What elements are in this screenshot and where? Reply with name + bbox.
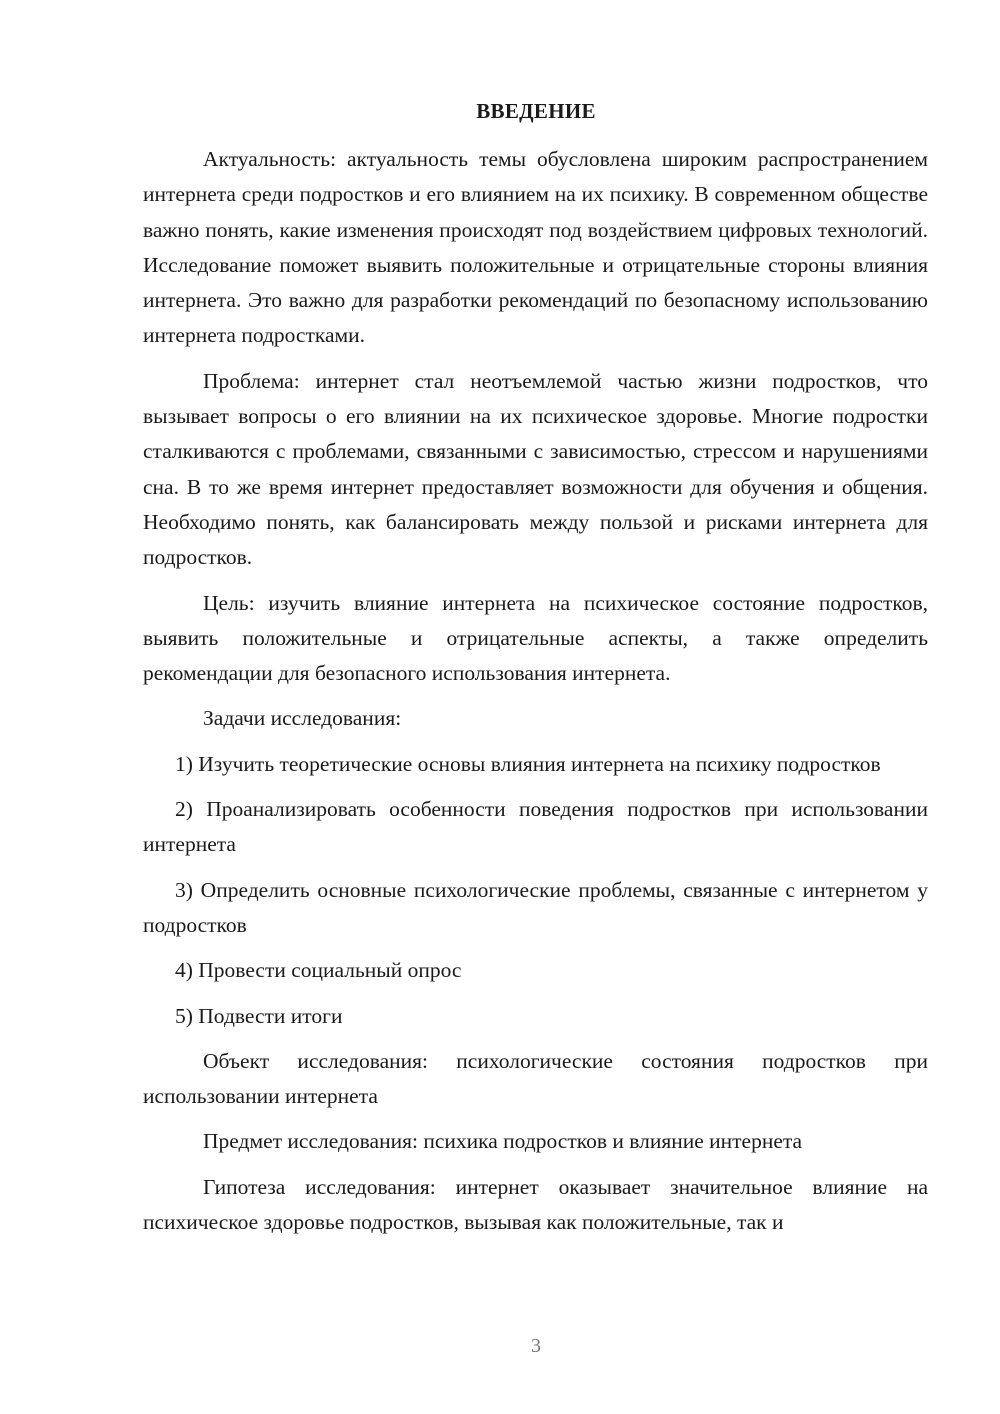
- paragraph-problem: Проблема: интернет стал неотъемлемой частью жизни подростков, что вызывает вопросы о его влиянии на их психическое здоровье. Многие подростки сталкиваются с проблемами, связанными с зависимостью, стрессом и нарушениями сна. В то же время интернет предоставляет возможности для обучения и общения. Необходимо понять, как балансировать между пользой и рисками интернета для подростков.: [143, 368, 928, 570]
- task-item-4: 4) Провести социальный опрос: [175, 958, 462, 983]
- paragraph-relevance: Актуальность: актуальность темы обусловлена широким распространением интернета среди подростков и его влиянием на их психику. В современном обществе важно понять, какие изменения происходят под воздействием цифровых технологий. Исследование поможет выявить положительные и отрицательные стороны влияния интернета. Это важно для разработки рекомендаций по безопасному использованию интернета подростками.: [143, 147, 928, 348]
- paragraph-object: Объект исследования: психологические состояния подростков при использовании интернета: [143, 1048, 928, 1109]
- task-item-1: 1) Изучить теоретические основы влияния интернета на психику подростков: [175, 751, 881, 776]
- task-item-2: 2) Проанализировать особенности поведения подростков при использовании интернета: [143, 797, 928, 857]
- paragraph-goal: Цель: изучить влияние интернета на психическое состояние подростков, выявить положительные и отрицательные аспекты, а также определить рекомендации для безопасного использования интернета.: [143, 590, 928, 686]
- paragraph-hypothesis: Гипотеза исследования: интернет оказывает значительное влияние на психическое здоровье подростков, вызывая как положительные, так и: [143, 1174, 928, 1235]
- page-number: 3: [531, 1335, 541, 1357]
- tasks-heading: Задачи исследования:: [203, 706, 402, 731]
- task-item-3: 3) Определить основные психологические проблемы, связанные с интернетом у подростков: [143, 877, 928, 937]
- task-item-5: 5) Подвести итоги: [175, 1003, 343, 1028]
- page-title: ВВЕДЕНИЕ: [476, 99, 596, 123]
- paragraph-subject: Предмет исследования: психика подростков и влияние интернета: [203, 1129, 803, 1154]
- document-body: [143, 142, 928, 1240]
